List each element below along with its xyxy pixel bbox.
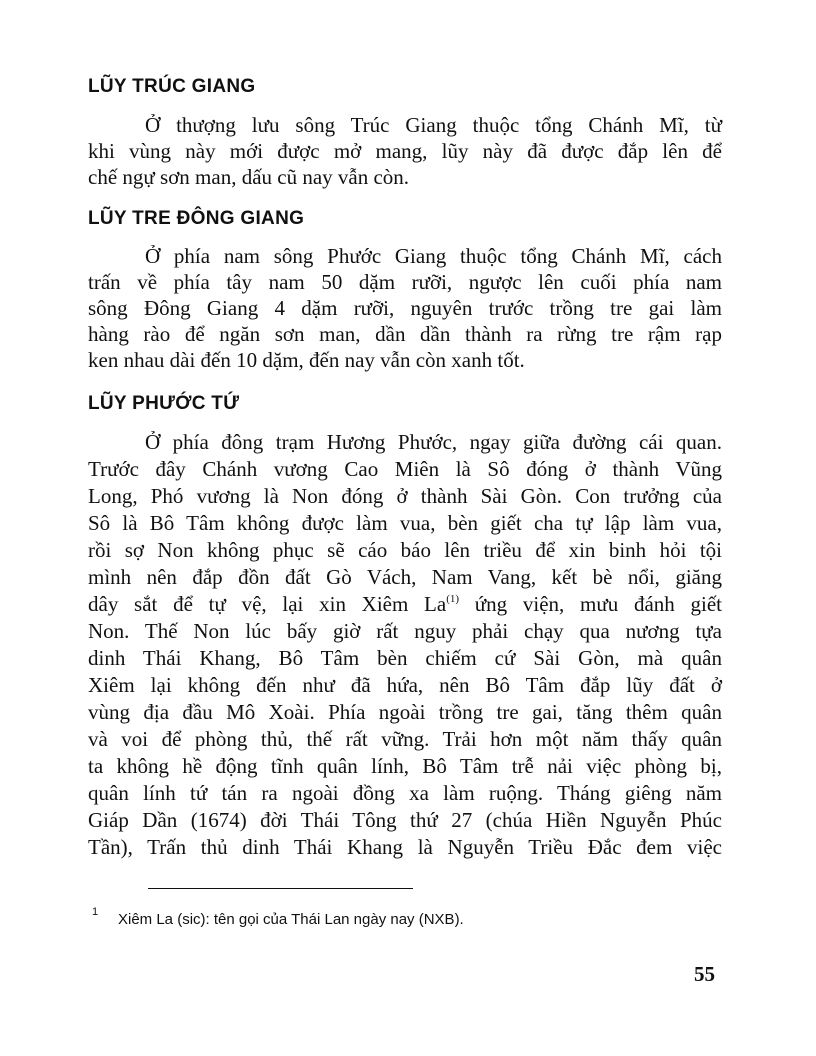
paragraph-line: Long, Phó vương là Non đóng ở thành Sài Gòn. Con trưởng của (88, 484, 722, 508)
footnote-divider (148, 888, 413, 889)
paragraph-line: hàng rào để ngăn sơn man, dần dần thành ra rừng tre rậm rạp (88, 322, 722, 346)
footnote-text: Xiêm La (sic): tên gọi của Thái Lan ngày nay (NXB). (118, 911, 464, 928)
section-heading: LŨY TRE ĐÔNG GIANG (88, 208, 305, 229)
paragraph-line: Ở phía đông trạm Hương Phước, ngay giữa đường cái quan. (145, 430, 722, 454)
paragraph-line: quân lính tứ tán ra ngoài đồng xa làm ruộng. Tháng giêng năm (88, 781, 722, 805)
paragraph-line: rồi sợ Non không phục sẽ cáo báo lên triều để xin binh hỏi tội (88, 538, 722, 562)
paragraph-line: Non. Thế Non lúc bấy giờ rất nguy phải chạy qua nương tựa (88, 619, 722, 643)
section-heading: LŨY PHƯỚC TỨ (88, 393, 240, 414)
paragraph-line: mình nên đắp đồn đất Gò Vách, Nam Vang, kết bè nổi, giăng (88, 565, 722, 589)
paragraph-line: và voi để phòng thủ, thế rất vững. Trải hơn một năm thấy quân (88, 727, 722, 751)
paragraph-line: Xiêm lại không đến như đã hứa, nên Bô Tâm đắp lũy đất ở (88, 673, 722, 697)
paragraph-line: vùng địa đầu Mô Xoài. Phía ngoài trồng tre gai, tăng thêm quân (88, 700, 722, 724)
paragraph-line: ta không hề động tĩnh quân lính, Bô Tâm trễ nải việc phòng bị, (88, 754, 722, 778)
footnote-number: 1 (92, 906, 99, 918)
page-number: 55 (694, 962, 715, 986)
paragraph-line-with-footnote (88, 591, 722, 617)
paragraph-line: Giáp Dần (1674) đời Thái Tông thứ 27 (chúa Hiền Nguyễn Phúc (88, 808, 722, 832)
paragraph-line: ken nhau dài đến 10 dặm, đến nay vẫn còn xanh tốt. (88, 348, 525, 372)
paragraph-line: Ở phía nam sông Phước Giang thuộc tổng Chánh Mĩ, cách (145, 244, 722, 268)
paragraph-line: chế ngự sơn man, dấu cũ nay vẫn còn. (88, 165, 410, 189)
paragraph-line: Trước đây Chánh vương Cao Miên là Sô đóng ở thành Vũng (88, 457, 722, 481)
paragraph-line: trấn về phía tây nam 50 dặm rưỡi, ngược lên cuối phía nam (88, 270, 722, 294)
paragraph-line: khi vùng này mới được mở mang, lũy này đã được đắp lên để (88, 139, 722, 163)
section-heading: LŨY TRÚC GIANG (88, 76, 256, 97)
paragraph-line: sông Đông Giang 4 dặm rưỡi, nguyên trước trồng tre gai làm (88, 296, 722, 320)
paragraph-line: dinh Thái Khang, Bô Tâm bèn chiếm cứ Sài Gòn, mà quân (88, 646, 722, 670)
paragraph-line: Tần), Trấn thủ dinh Thái Khang là Nguyễn Triều Đắc đem việc (88, 835, 722, 859)
paragraph-line: Sô là Bô Tâm không được làm vua, bèn giết cha tự lập làm vua, (88, 511, 722, 535)
line-text: ứng viện, mưu đánh giết (459, 592, 722, 616)
line-text: dây sắt để tự vệ, lại xin Xiêm La (88, 592, 447, 616)
paragraph-line: Ở thượng lưu sông Trúc Giang thuộc tổng Chánh Mĩ, từ (145, 113, 722, 137)
footnote-reference: (1) (446, 593, 460, 605)
